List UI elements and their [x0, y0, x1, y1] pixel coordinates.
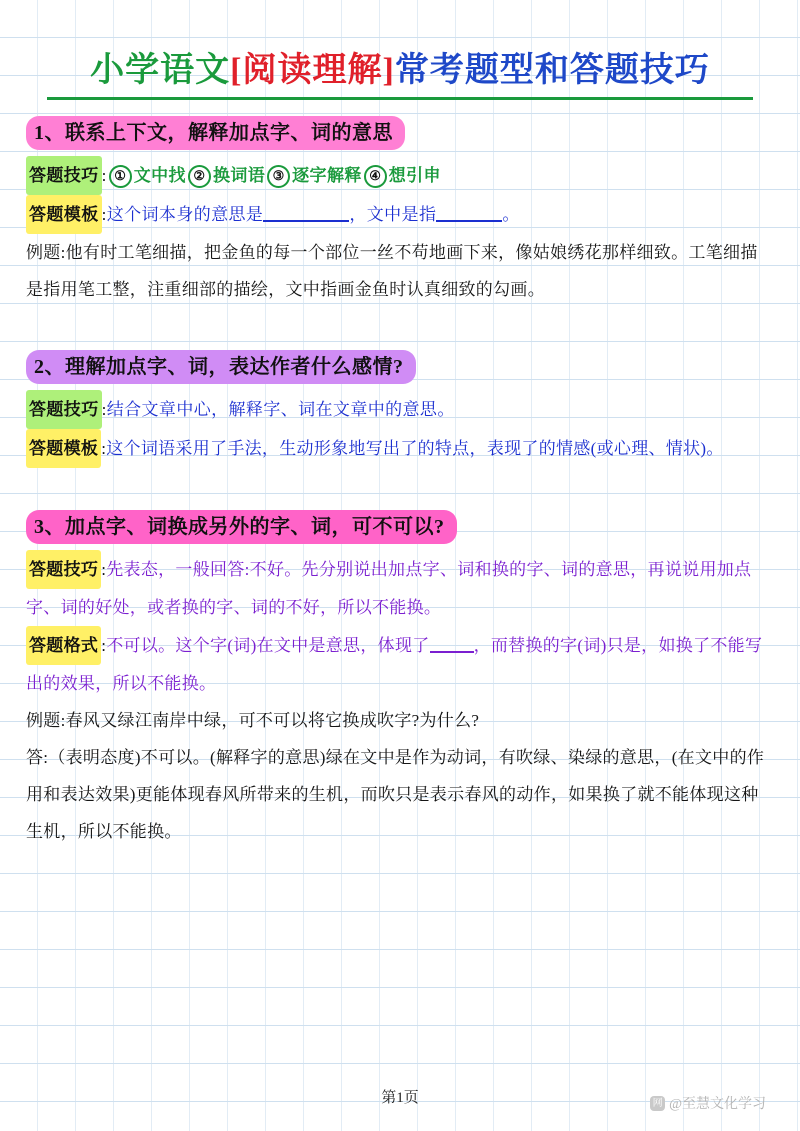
section-3-format-label: 答题格式	[26, 626, 101, 665]
section-1-heading: 1、联系上下文，解释加点字、词的意思	[26, 116, 405, 150]
section-2-tips-label: 答题技巧	[26, 390, 102, 429]
section-2-heading: 2、理解加点字、词，表达作者什么感情?	[26, 350, 416, 384]
tip-number-4: ④	[364, 165, 387, 188]
section-1-example-label: 例题:	[26, 242, 66, 262]
tip-text-1: 文中找	[133, 165, 186, 185]
section-3-answer	[26, 739, 774, 850]
section-3-example	[26, 702, 774, 739]
watermark-text: @至慧文化学习	[669, 1097, 766, 1112]
section-1-template-colon: :	[101, 204, 107, 224]
section-2	[26, 350, 774, 468]
section-3-heading-wrap	[26, 510, 774, 544]
section-3-tips-label: 答题技巧	[26, 550, 101, 589]
section-1-example	[26, 234, 774, 308]
section-1-template-row	[26, 195, 774, 234]
section-3-example-label: 例题:	[26, 710, 66, 730]
section-1-tips-row	[26, 156, 774, 195]
section-3-format-body-a: 不可以。这个字(词)在文中是意思，体现了	[106, 635, 430, 655]
tip-number-3: ③	[267, 165, 290, 188]
section-3-answer-label: 答:	[26, 747, 49, 767]
tip-number-1: ①	[109, 165, 132, 188]
section-1	[26, 116, 774, 308]
section-3-tips-row	[26, 550, 774, 626]
tip-number-2: ②	[188, 165, 211, 188]
title-underline	[47, 97, 753, 100]
section-3-format-colon: :	[101, 635, 107, 655]
section-1-template-text-c: 。	[502, 204, 520, 224]
section-2-template-body: 这个词语采用了手法，生动形象地写出了的特点，表现了的情感(或心理、情状)。	[106, 438, 724, 458]
page-title	[26, 50, 774, 93]
fill-blank-2	[436, 220, 502, 222]
section-3-format-row	[26, 626, 774, 702]
title-part-2: [阅读理解]	[230, 52, 395, 89]
section-3-format-body-b: ，而替换的字(词)只是，如换了不能写出的效果，所以不能换。	[26, 635, 763, 693]
section-1-tips-colon: :	[101, 165, 107, 185]
section-1-example-body: 他有时工笔细描，把金鱼的每一个部位一丝不苟地画下来，像姑娘绣花那样细致。工笔细描是指用笔工整，注重细部的描绘，文中指画金鱼时认真细致的勾画。	[26, 242, 758, 299]
section-3-example-body: 春风又绿江南岸中绿，可不可以将它换成吹字?为什么?	[65, 710, 480, 730]
section-1-template-label: 答题模板	[26, 195, 102, 234]
section-2-heading-wrap	[26, 350, 774, 384]
section-2-template-label: 答题模板	[26, 429, 101, 468]
section-1-template-text-b: ，文中是指	[349, 204, 437, 224]
section-3-tips-colon: :	[101, 559, 107, 579]
section-3-answer-body: （表明态度)不可以。(解释字的意思)绿在文中是作为动词，有吹绿、染绿的意思，(在文中的作用和表达效果)更能体现春风所带来的生机，而吹只是表示春风的动作，如果换了就不能体现这种生机，所以不能换。	[26, 747, 765, 841]
watermark-badge-icon: 网	[650, 1096, 665, 1111]
tip-text-4: 想引申	[388, 165, 441, 185]
section-1-tips-label: 答题技巧	[26, 156, 102, 195]
tip-text-3: 逐字解释	[292, 165, 362, 185]
title-part-3: 常考题型和答题技巧	[394, 52, 710, 89]
page-number: 第1页	[381, 1090, 419, 1106]
section-3-tips-body: 先表态，一般回答:不好。先分别说出加点字、词和换的字、词的意思，再说说用加点字、词的好处，或者换的字、词的不好，所以不能换。	[26, 559, 752, 617]
section-2-tips-row	[26, 390, 774, 429]
section-2-template-row	[26, 429, 774, 468]
fill-blank-1	[263, 220, 349, 222]
section-1-heading-wrap	[26, 116, 774, 150]
section-2-tips-colon: :	[101, 399, 107, 419]
fill-blank-3	[430, 651, 474, 653]
title-part-1: 小学语文	[90, 52, 231, 89]
tip-text-2: 换词语	[212, 165, 266, 185]
watermark	[650, 1093, 766, 1113]
section-1-template-text-a: 这个词本身的意思是	[106, 204, 264, 224]
section-2-template-colon: :	[101, 438, 107, 458]
section-3-heading: 3、加点字、词换成另外的字、词，可不可以?	[26, 510, 457, 544]
section-2-tips-body: 结合文章中心，解释字、词在文章中的意思。	[106, 399, 455, 419]
section-3	[26, 510, 774, 850]
